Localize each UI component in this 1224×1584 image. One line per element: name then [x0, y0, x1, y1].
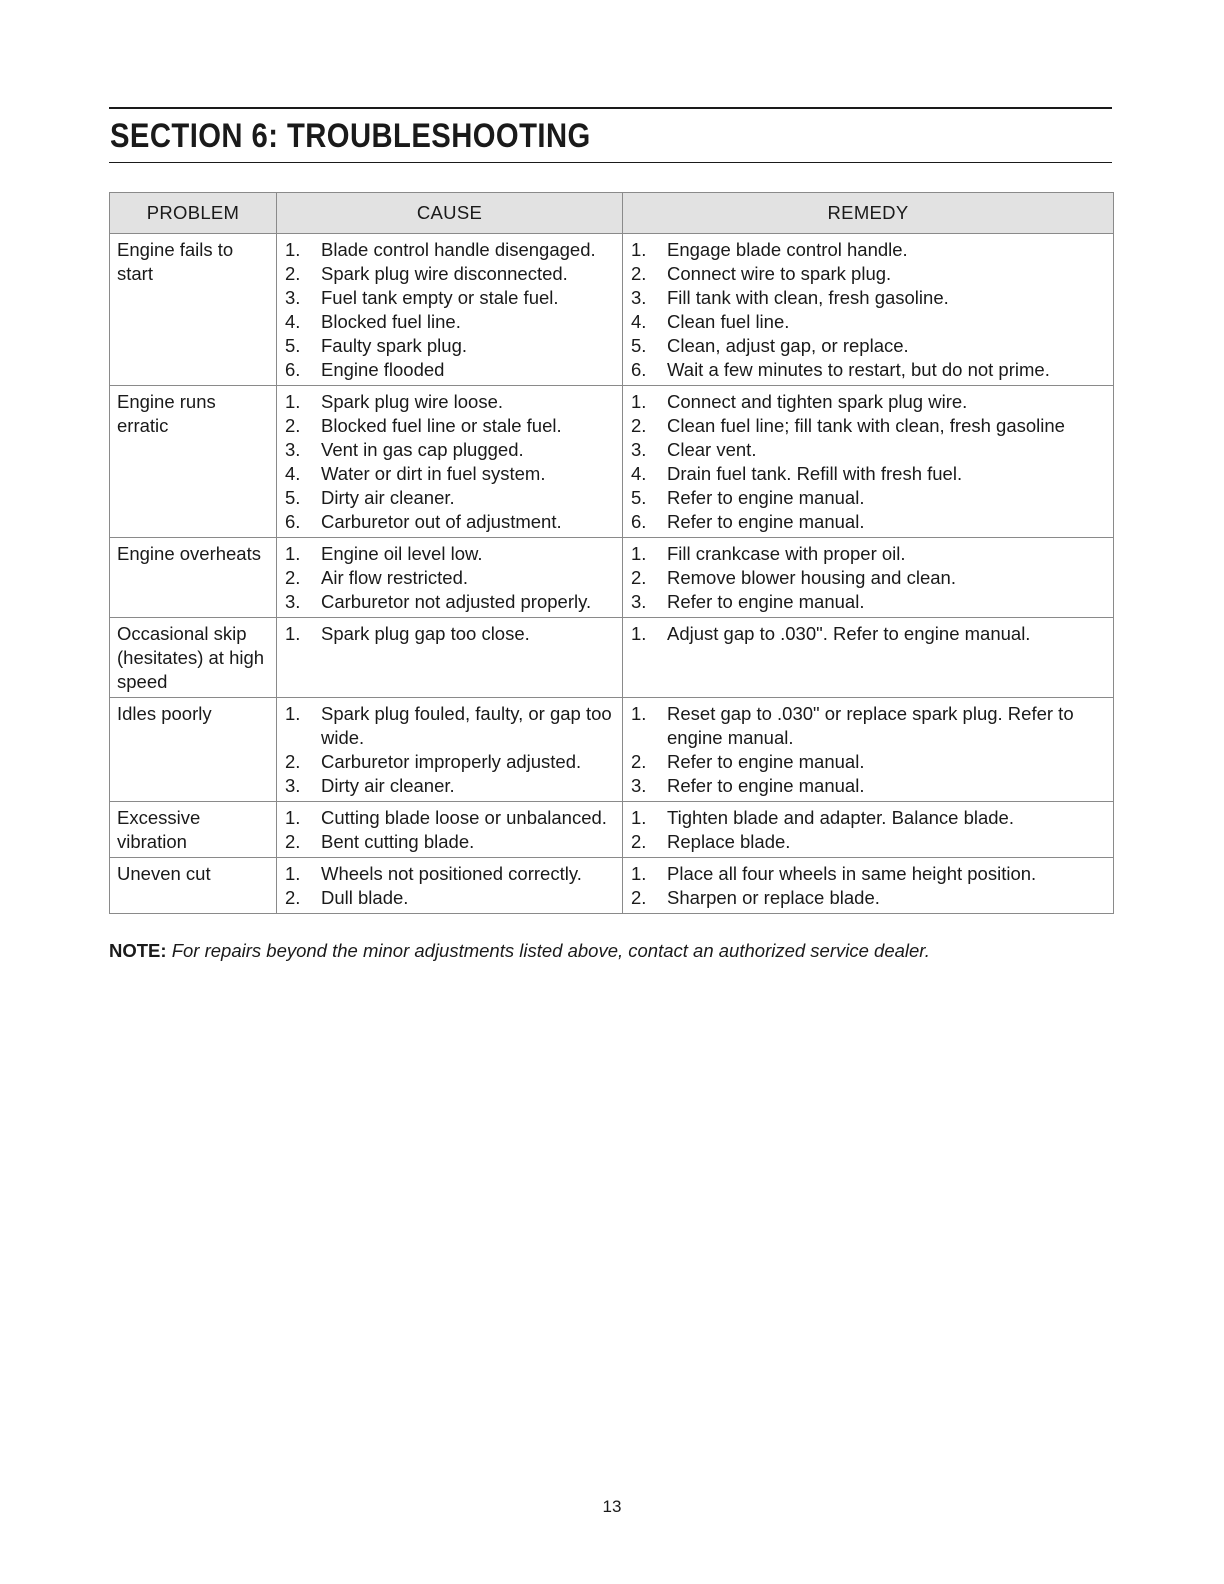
- cause-item: [285, 462, 618, 486]
- troubleshooting-table: [109, 192, 1114, 914]
- item-number: 1.: [631, 239, 647, 260]
- remedy-item: [631, 238, 1109, 262]
- item-number: 5.: [631, 487, 647, 508]
- cause-item: [285, 542, 618, 566]
- remedy-list: [631, 702, 1109, 798]
- item-number: 2.: [631, 263, 647, 284]
- item-text: Adjust gap to .030". Refer to engine manual.: [667, 623, 1031, 644]
- item-text: Spark plug gap too close.: [321, 623, 530, 644]
- item-number: 1.: [631, 863, 647, 884]
- item-text: Refer to engine manual.: [667, 751, 865, 772]
- header-problem: PROBLEM: [110, 193, 277, 234]
- remedy-item: [631, 702, 1109, 750]
- item-number: 3.: [285, 287, 301, 308]
- table-row: [110, 538, 1114, 618]
- header-cause: CAUSE: [277, 193, 623, 234]
- item-number: 4.: [285, 463, 301, 484]
- remedy-list: [631, 238, 1109, 382]
- item-text: Carburetor not adjusted properly.: [321, 591, 592, 612]
- item-number: 2.: [285, 751, 301, 772]
- remedy-item: [631, 862, 1109, 886]
- item-number: 2.: [285, 415, 301, 436]
- cause-item: [285, 310, 618, 334]
- cause-cell: [277, 858, 623, 914]
- remedy-item: [631, 590, 1109, 614]
- item-number: 3.: [285, 439, 301, 460]
- remedy-item: [631, 830, 1109, 854]
- remedy-item: [631, 462, 1109, 486]
- remedy-item: [631, 390, 1109, 414]
- remedy-list: [631, 390, 1109, 534]
- problem-cell: Uneven cut: [110, 858, 277, 914]
- bottom-rule: [109, 162, 1112, 163]
- item-number: 5.: [631, 335, 647, 356]
- cause-item: [285, 566, 618, 590]
- cause-item: [285, 334, 618, 358]
- item-text: Refer to engine manual.: [667, 487, 865, 508]
- cause-item: [285, 238, 618, 262]
- remedy-list: [631, 542, 1109, 614]
- cause-item: [285, 510, 618, 534]
- item-number: 1.: [631, 543, 647, 564]
- item-text: Refer to engine manual.: [667, 511, 865, 532]
- remedy-list: [631, 862, 1109, 910]
- item-text: Blade control handle disengaged.: [321, 239, 596, 260]
- cause-cell: [277, 234, 623, 386]
- item-text: Fill crankcase with proper oil.: [667, 543, 906, 564]
- item-number: 2.: [285, 263, 301, 284]
- cause-list: [285, 622, 618, 646]
- remedy-item: [631, 262, 1109, 286]
- item-text: Carburetor out of adjustment.: [321, 511, 562, 532]
- item-text: Clean, adjust gap, or replace.: [667, 335, 909, 356]
- problem-cell: Engine runs erratic: [110, 386, 277, 538]
- cause-item: [285, 830, 618, 854]
- cause-item: [285, 806, 618, 830]
- item-number: 4.: [631, 311, 647, 332]
- item-text: Engine oil level low.: [321, 543, 483, 564]
- item-number: 1.: [285, 543, 301, 564]
- remedy-item: [631, 806, 1109, 830]
- remedy-item: [631, 510, 1109, 534]
- item-text: Air flow restricted.: [321, 567, 469, 588]
- item-text: Bent cutting blade.: [321, 831, 475, 852]
- item-number: 2.: [285, 567, 301, 588]
- page-number: 13: [602, 1497, 622, 1516]
- table-row: [110, 698, 1114, 802]
- item-number: 2.: [631, 831, 647, 852]
- remedy-cell: [623, 698, 1114, 802]
- cause-item: [285, 750, 618, 774]
- remedy-item: [631, 774, 1109, 798]
- item-number: 2.: [285, 831, 301, 852]
- item-number: 6.: [285, 359, 301, 380]
- problem-cell: Idles poorly: [110, 698, 277, 802]
- table-row: [110, 234, 1114, 386]
- item-number: 4.: [285, 311, 301, 332]
- item-text: Refer to engine manual.: [667, 591, 865, 612]
- item-number: 1.: [285, 623, 301, 644]
- table-row: [110, 386, 1114, 538]
- item-number: 2.: [631, 567, 647, 588]
- item-number: 3.: [631, 287, 647, 308]
- item-number: 3.: [631, 439, 647, 460]
- item-text: Remove blower housing and clean.: [667, 567, 956, 588]
- item-text: Dirty air cleaner.: [321, 487, 455, 508]
- item-text: Place all four wheels in same height position.: [667, 863, 1037, 884]
- cause-item: [285, 438, 618, 462]
- table-body: [110, 234, 1114, 914]
- item-text: Wait a few minutes to restart, but do not prime.: [667, 359, 1050, 380]
- item-text: Replace blade.: [667, 831, 791, 852]
- item-text: Carburetor improperly adjusted.: [321, 751, 582, 772]
- cause-cell: [277, 698, 623, 802]
- remedy-item: [631, 438, 1109, 462]
- section-title: SECTION 6: TROUBLESHOOTING: [110, 117, 591, 155]
- item-number: 5.: [285, 335, 301, 356]
- item-number: 1.: [631, 391, 647, 412]
- remedy-cell: [623, 234, 1114, 386]
- remedy-item: [631, 486, 1109, 510]
- item-text: Reset gap to .030" or replace spark plug. Refer to engine manual.: [667, 703, 1074, 748]
- item-text: Refer to engine manual.: [667, 775, 865, 796]
- table-header-row: [110, 193, 1114, 234]
- note-label: NOTE:: [109, 940, 167, 961]
- item-text: Engine flooded: [321, 359, 445, 380]
- remedy-item: [631, 310, 1109, 334]
- remedy-item: [631, 358, 1109, 382]
- remedy-list: [631, 806, 1109, 854]
- item-text: Tighten blade and adapter. Balance blade.: [667, 807, 1014, 828]
- top-rule: [109, 107, 1112, 109]
- problem-cell: Engine overheats: [110, 538, 277, 618]
- item-number: 6.: [631, 511, 647, 532]
- cause-item: [285, 486, 618, 510]
- table-row: [110, 802, 1114, 858]
- item-number: 5.: [285, 487, 301, 508]
- item-number: 1.: [285, 863, 301, 884]
- cause-cell: [277, 538, 623, 618]
- cause-list: [285, 702, 618, 798]
- item-number: 1.: [631, 623, 647, 644]
- item-number: 2.: [631, 887, 647, 908]
- item-text: Engage blade control handle.: [667, 239, 908, 260]
- item-text: Fuel tank empty or stale fuel.: [321, 287, 559, 308]
- cause-item: [285, 286, 618, 310]
- remedy-list: [631, 622, 1109, 646]
- cause-item: [285, 862, 618, 886]
- item-number: 1.: [285, 239, 301, 260]
- cause-item: [285, 774, 618, 798]
- remedy-item: [631, 542, 1109, 566]
- item-text: Spark plug wire loose.: [321, 391, 504, 412]
- item-text: Fill tank with clean, fresh gasoline.: [667, 287, 949, 308]
- cause-cell: [277, 618, 623, 698]
- item-text: Water or dirt in fuel system.: [321, 463, 546, 484]
- cause-cell: [277, 386, 623, 538]
- item-number: 1.: [631, 807, 647, 828]
- remedy-item: [631, 886, 1109, 910]
- item-text: Blocked fuel line or stale fuel.: [321, 415, 562, 436]
- item-number: 3.: [285, 775, 301, 796]
- cause-list: [285, 238, 618, 382]
- cause-list: [285, 390, 618, 534]
- cause-item: [285, 702, 618, 750]
- item-text: Dull blade.: [321, 887, 409, 908]
- item-text: Dirty air cleaner.: [321, 775, 455, 796]
- cause-item: [285, 414, 618, 438]
- item-text: Vent in gas cap plugged.: [321, 439, 524, 460]
- item-text: Clear vent.: [667, 439, 757, 460]
- cause-item: [285, 886, 618, 910]
- item-text: Wheels not positioned correctly.: [321, 863, 582, 884]
- cause-item: [285, 358, 618, 382]
- remedy-cell: [623, 858, 1114, 914]
- item-number: 3.: [285, 591, 301, 612]
- problem-cell: Occasional skip (hesitates) at high speed: [110, 618, 277, 698]
- item-number: 1.: [285, 703, 301, 724]
- item-number: 4.: [631, 463, 647, 484]
- remedy-cell: [623, 618, 1114, 698]
- cause-item: [285, 622, 618, 646]
- item-number: 1.: [285, 391, 301, 412]
- remedy-item: [631, 622, 1109, 646]
- item-text: Clean fuel line; fill tank with clean, fresh gasoline: [667, 415, 1065, 436]
- item-text: Connect and tighten spark plug wire.: [667, 391, 968, 412]
- item-text: Sharpen or replace blade.: [667, 887, 880, 908]
- item-number: 2.: [631, 751, 647, 772]
- note-text: For repairs beyond the minor adjustments listed above, contact an authorized service dealer.: [171, 940, 930, 961]
- header-remedy: REMEDY: [623, 193, 1114, 234]
- remedy-cell: [623, 802, 1114, 858]
- item-number: 6.: [631, 359, 647, 380]
- cause-item: [285, 390, 618, 414]
- cause-cell: [277, 802, 623, 858]
- remedy-item: [631, 334, 1109, 358]
- cause-list: [285, 542, 618, 614]
- remedy-cell: [623, 538, 1114, 618]
- item-number: 1.: [285, 807, 301, 828]
- remedy-item: [631, 414, 1109, 438]
- cause-list: [285, 806, 618, 854]
- item-number: 3.: [631, 775, 647, 796]
- item-number: 2.: [285, 887, 301, 908]
- remedy-item: [631, 566, 1109, 590]
- remedy-item: [631, 750, 1109, 774]
- remedy-item: [631, 286, 1109, 310]
- item-text: Cutting blade loose or unbalanced.: [321, 807, 607, 828]
- cause-list: [285, 862, 618, 910]
- cause-item: [285, 590, 618, 614]
- item-number: 6.: [285, 511, 301, 532]
- item-number: 2.: [631, 415, 647, 436]
- item-text: Drain fuel tank. Refill with fresh fuel.: [667, 463, 963, 484]
- problem-cell: Excessive vibration: [110, 802, 277, 858]
- item-text: Faulty spark plug.: [321, 335, 468, 356]
- table-row: [110, 858, 1114, 914]
- remedy-cell: [623, 386, 1114, 538]
- item-number: 3.: [631, 591, 647, 612]
- item-text: Connect wire to spark plug.: [667, 263, 892, 284]
- note: [109, 939, 1113, 963]
- item-text: Spark plug fouled, faulty, or gap too wide.: [321, 703, 612, 748]
- item-text: Spark plug wire disconnected.: [321, 263, 568, 284]
- cause-item: [285, 262, 618, 286]
- item-text: Clean fuel line.: [667, 311, 790, 332]
- problem-cell: Engine fails to start: [110, 234, 277, 386]
- item-number: 1.: [631, 703, 647, 724]
- table-row: [110, 618, 1114, 698]
- item-text: Blocked fuel line.: [321, 311, 461, 332]
